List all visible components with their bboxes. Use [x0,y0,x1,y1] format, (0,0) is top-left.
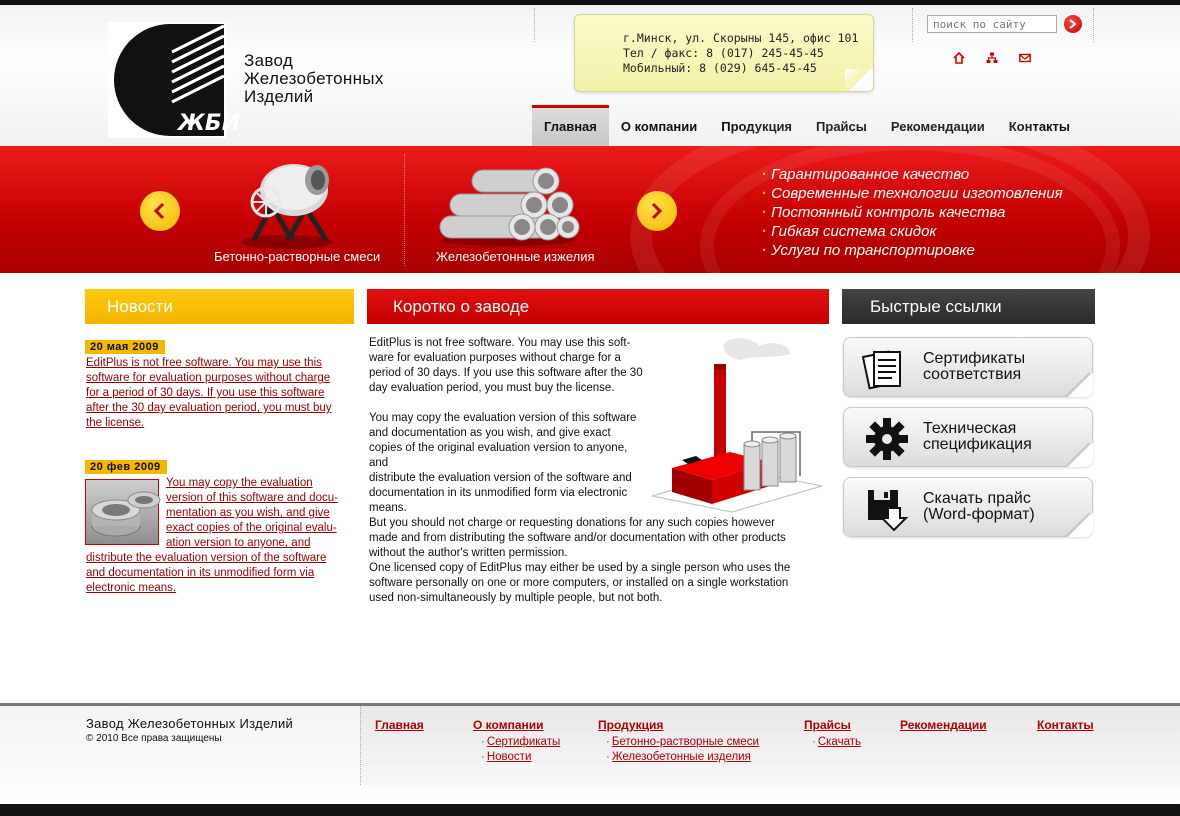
nav-home[interactable]: Главная [532,105,609,146]
chevron-right-icon [649,202,665,220]
about-line: copies of the original evaluation version to anyone, [369,442,628,454]
arrow-right-icon [1068,19,1078,29]
quick-link-download-price[interactable] [843,477,1093,537]
news-text-line: You may copy the evaluation [166,477,313,489]
news-item-link[interactable] [86,356,354,431]
footer-link-products[interactable]: Продукция [598,718,664,732]
benefit-item: · Гибкая система скидок [762,222,1063,241]
chevron-left-icon [152,202,168,220]
about-line: You may copy the evaluation version of this software [369,412,637,424]
certificate-icon [864,346,910,392]
news-text-line: exact copies of the original evalu- [166,522,337,534]
about-line: made and from distributing the software and/or documentation with other products [369,532,786,544]
footer-column [900,718,987,732]
footer-link-news[interactable]: · Новости [481,750,560,765]
benefit-item: · Услуги по транспортировке [762,241,1063,260]
page-curl [1063,373,1093,397]
nav-about[interactable]: О компании [620,119,698,134]
about-line: software personally on one or more computers, or installed on a single workstation [369,577,789,589]
quick-links-heading: Быстрые ссылки [842,289,1095,324]
quick-link-label: Техническая [923,420,1017,437]
footer-link-concrete-products[interactable]: · Железобетонные изделия [606,750,759,765]
search-input[interactable] [927,15,1057,33]
about-line: But you should not charge or requesting donations for any such copies however [369,517,775,529]
banner-next-button[interactable] [637,191,677,231]
news-text-line: version of this software and docu- [166,492,338,504]
gear-icon [864,416,910,462]
banner-divider [404,154,405,266]
divider [1093,8,1094,42]
news-thumbnail[interactable] [85,479,159,545]
page-curl [1063,513,1093,537]
concrete-pipes-image[interactable] [436,158,580,248]
divider [534,8,535,42]
news-text-line: distribute the evaluation version of the software [86,552,327,564]
search-button[interactable] [1064,15,1082,33]
bottom-bar [0,804,1180,816]
footer-link-contacts[interactable]: Контакты [1037,718,1094,732]
download-icon [864,486,910,532]
footer-copyright: © 2010 Все права защищены [86,733,222,744]
logo-line: Завод [244,51,294,70]
footer-column [1037,718,1094,732]
news-text-line: after the 30 day evaluation period, you must buy [86,402,332,414]
nav-recommendations[interactable]: Рекомендации [890,119,985,134]
quick-link-label: Скачать прайс [923,490,1031,507]
about-line: documentation in its unmodified form via electronic [369,487,628,499]
footer-column [804,718,861,750]
about-line: and documentation as you wish, and give exact [369,427,611,439]
about-line: period of 30 days. If you use this software after the 30 [369,367,643,379]
quick-link-label: Сертификаты [923,350,1026,367]
footer-link-home[interactable]: Главная [375,718,424,732]
quick-link-specification[interactable] [843,407,1093,467]
nav-contacts[interactable]: Контакты [1008,119,1071,134]
nav-prices[interactable]: Прайсы [816,119,867,134]
about-line: day evaluation period, you must buy the license. [369,382,615,394]
page-curl [1063,443,1093,467]
quick-link-label: спецификация [923,436,1032,453]
logo-mark-text: ЖБИ [178,111,241,136]
news-date: 20 мая 2009 [85,340,165,354]
footer-link-certificates[interactable]: · Сертификаты [481,735,560,750]
banner-prev-button[interactable] [140,191,180,231]
footer-column [598,718,759,765]
news-text-line: the license. [86,417,145,429]
news-heading: Новости [85,289,354,324]
about-heading: Коротко о заводе [367,289,829,324]
news-text-line: for a period of 30 days. If you use this software [86,387,325,399]
phone-line: Тел / факс: 8 (017) 245-45-45 [623,46,824,60]
logo-line: Изделий [244,87,314,106]
news-text-line: mentation as you wish, and give [166,507,330,519]
news-item-link[interactable] [166,476,356,551]
factory-illustration [652,336,822,512]
benefit-item: · Постоянный контроль качества [762,203,1063,222]
logo-title[interactable] [244,52,384,106]
news-date: 20 фев 2009 [85,460,167,474]
benefit-item: · Современные технологии изготовления [762,184,1063,203]
footer-link-prices[interactable]: Прайсы [804,718,851,732]
news-text-line: ation version to anyone, and [166,537,311,549]
benefit-item: · Гарантированное качество [762,165,1063,184]
about-line: distribute the evaluation version of the software and [369,472,632,484]
footer-link-mixtures[interactable]: · Бетонно-растворные смеси [606,735,759,750]
news-text-line: EditPlus is not free software. You may use this [86,357,322,369]
page-curl [845,69,873,91]
quick-link-label: соответствия [923,366,1022,383]
footer-link-recommendations[interactable]: Рекомендации [900,718,987,732]
nav-products[interactable]: Продукция [721,119,793,134]
about-line: used non-simultaneously by multiple people, but not both. [369,592,663,604]
news-text-line: electronic means. [86,582,177,594]
news-text-line: and documentation in its unmodified form via [86,567,315,579]
concrete-mixer-image[interactable] [232,156,342,252]
footer-column [375,718,424,732]
news-text-line: software for evaluation purposes without charge [86,372,331,384]
divider [912,8,913,42]
logo-mark[interactable] [108,22,241,138]
address-line: г.Минск, ул. Скорыны 145, офис 101 [623,31,859,45]
about-line: ware for evaluation purposes without charge for a [369,352,621,364]
footer-column [473,718,560,765]
mobile-line: Мобильный: 8 (029) 645-45-45 [623,61,817,75]
mail-icon[interactable] [1019,52,1031,64]
about-line: without the author's written permission. [369,547,568,559]
about-line: means. [369,502,407,514]
footer-company-name: Завод Железобетонных Изделий [86,716,294,731]
banner-caption[interactable]: Бетонно-растворные смеси [214,249,381,264]
about-line: One licensed copy of EditPlus may either be used by a single person who uses the [369,562,791,574]
logo-line: Железобетонных [244,69,384,88]
news-item-link[interactable] [86,551,354,596]
about-line: EditPlus is not free software. You may use this soft- [369,337,631,349]
sitemap-icon[interactable] [986,52,998,64]
banner-caption[interactable]: Железобетонные изжелия [436,249,595,264]
benefits-list [762,165,1063,260]
contact-note [574,14,874,92]
quick-link-label: (Word-формат) [923,506,1035,523]
about-line: and [369,457,389,469]
home-icon[interactable] [953,52,965,64]
footer-link-about[interactable]: О компании [473,718,544,732]
quick-link-certificates[interactable] [843,337,1093,397]
footer-link-download[interactable]: · Скачать [812,735,861,750]
